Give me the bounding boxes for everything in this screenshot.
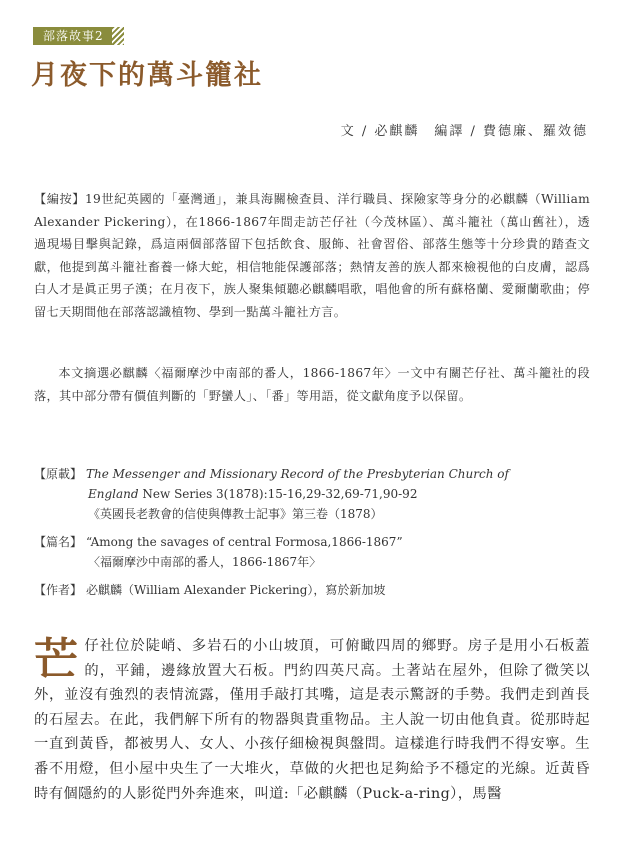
reference-body <box>86 532 590 572</box>
byline: 文 / 必麒麟 編譯 / 費德廉、羅效德 <box>340 124 588 139</box>
dropcap: 芒 <box>34 634 79 685</box>
editor-note-text: 19世紀英國的「臺灣通」，兼具海關檢查員、洋行職員、探險家等身分的必麒麟（William Alexander Pickering），在1866-1867年間走訪芒仔社（今茂林區）、萬斗籠社（萬山舊社），透過現場目擊與記錄，爲這兩個部落留下包括飲食、服飾、社會習俗、部落生態等十分珍貴的踏查文獻，他提到萬斗籠社畜養一條大蛇，相信牠能保護部落；熱情友善的族人都來檢視他的白皮膚，認爲白人才是眞正男子漢；在月夜下，族人聚集傾聽必麒麟唱歌，唱他會的所有蘇格蘭、愛爾蘭歌曲；停留七天期間他在部落認識植物、學到一點萬斗籠社方言。 <box>34 192 590 319</box>
page-title: 月夜下的萬斗籠社 <box>31 60 263 91</box>
body-text <box>34 634 590 806</box>
reference-line <box>86 484 590 504</box>
reference-label: 【篇名】 <box>34 535 83 549</box>
section-tag-decoration <box>112 27 124 45</box>
reference-line-part: England <box>88 487 139 501</box>
reference-body <box>86 580 590 600</box>
editor-note <box>34 188 590 323</box>
reference-author <box>34 580 590 600</box>
excerpt-note: 本文摘選必麒麟〈福爾摩沙中南部的番人，1866-1867年〉一文中有關芒仔社、萬斗籠社的段落，其中部分帶有價值判斷的「野蠻人」、「番」等用語，從文獻角度予以保留。 <box>34 366 590 403</box>
reference-title <box>34 532 590 572</box>
editor-note-label: 【編按】 <box>34 192 85 206</box>
body-paragraph: 仔社位於陡峭、多岩石的小山坡頂，可俯瞰四周的鄉野。房子是用小石板蓋的，平鋪，邊緣放置大石板。門約四英尺高。土著站在屋外，但除了微笑以外，並沒有強烈的表情流露，僅用手敲打其嘴，這是表示驚訝的手勢。我們走到酋長的石屋去。在此，我們解下所有的物器與貴重物品。主人說一切由他負責。從那時起一直到黃昏，都被男人、女人、小孩仔細檢視與盤問。這樣進行時我們不得安寧。生番不用燈，但小屋中央生了一大堆火，草做的火把也足夠給予不穩定的光線。近黃昏時有個隱約的人影從門外奔進來，叫道:「必麒麟（Puck-a-ring），馬醫 <box>34 638 590 802</box>
reference-original <box>34 464 590 524</box>
reference-body <box>86 464 590 524</box>
reference-label: 【原載】 <box>34 467 83 481</box>
reference-line: 〈福爾摩沙中南部的番人，1866-1867年〉 <box>88 555 322 569</box>
reference-line-part: New Series 3(1878):15-16,29-32,69-71,90-92 <box>138 487 418 501</box>
section-tag-label: 部落故事2 <box>43 29 104 43</box>
section-tag <box>33 27 112 45</box>
reference-line: “Among the savages of central Formosa,1866-1867” <box>86 535 403 549</box>
reference-line: 《英國長老教會的信使與傳教士記事》第三卷（1878） <box>88 507 383 521</box>
reference-line: The Messenger and Missionary Record of the Presbyterian Church of <box>86 467 509 481</box>
reference-list <box>34 464 590 608</box>
reference-label: 【作者】 <box>34 583 83 597</box>
reference-line: 必麒麟（William Alexander Pickering），寫於新加坡 <box>86 583 386 597</box>
